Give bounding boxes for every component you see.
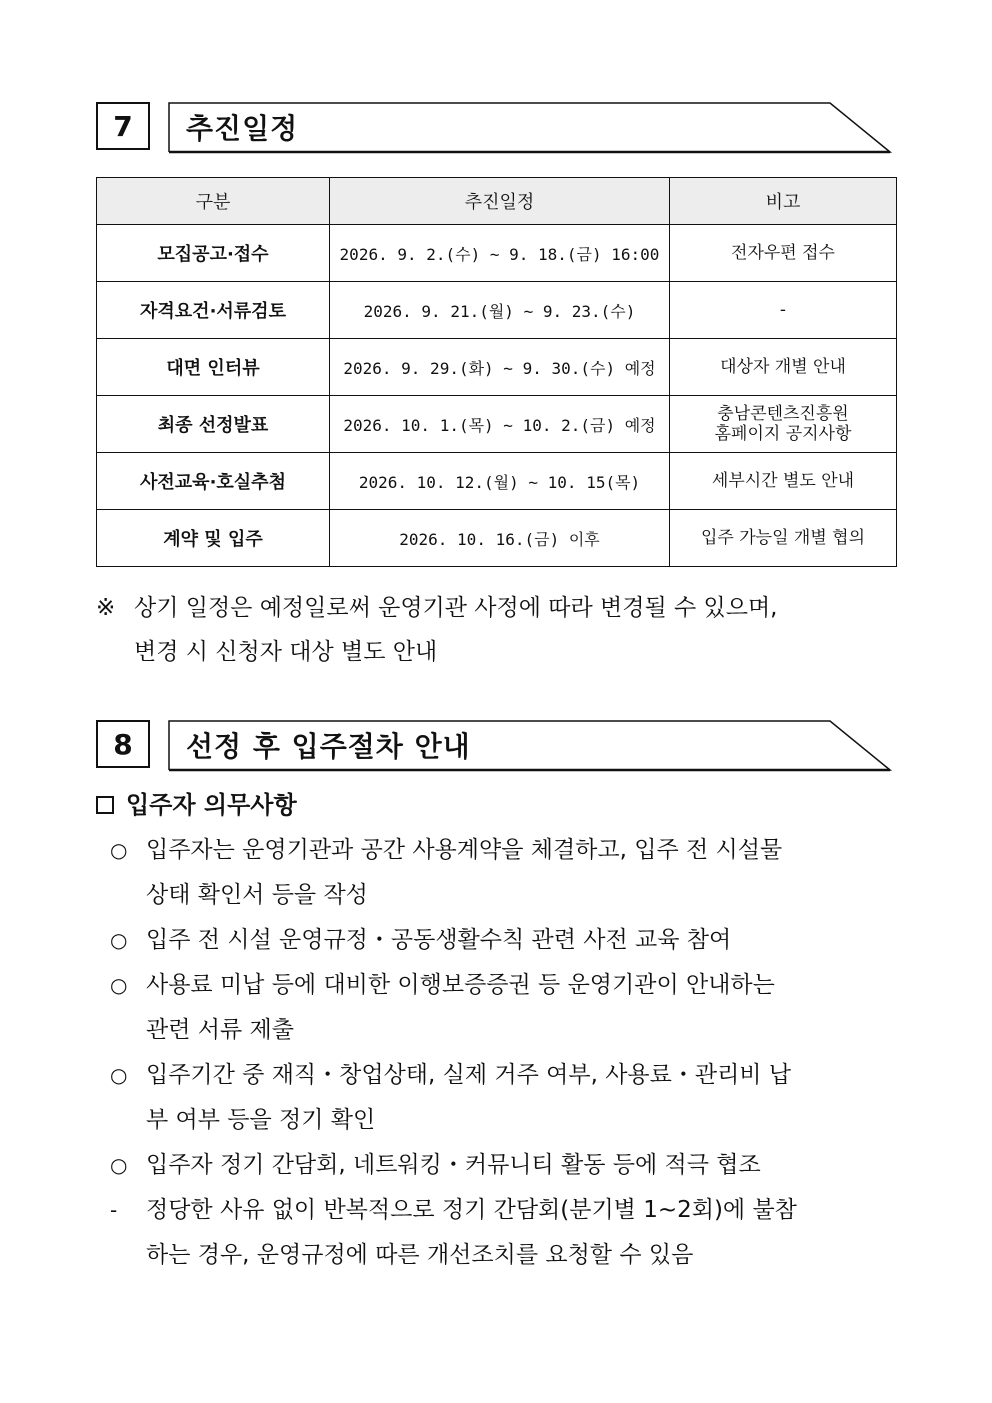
column-header: 구분 <box>97 178 330 225</box>
reference-mark-icon: ※ <box>96 595 116 621</box>
checkbox-square-icon <box>96 796 114 814</box>
date-cell: 2026. 10. 16.(금) 이후 <box>330 510 670 567</box>
section-number: 7 <box>96 102 150 150</box>
duties-heading-text: 입주자 의무사항 <box>126 791 297 819</box>
section-title: 추진일정 <box>186 112 299 145</box>
column-header: 비고 <box>670 178 897 225</box>
note-text: 홈페이지 공지사항 <box>714 424 852 444</box>
item-text: 입주기간 중 재직・창업상태, 실제 거주 여부, 사용료・관리비 납 <box>146 1062 792 1088</box>
list-item <box>110 1053 900 1143</box>
table-row <box>97 225 897 282</box>
duties-list <box>110 828 900 1278</box>
note-text: - <box>779 300 787 320</box>
category-cell: 대면 인터뷰 <box>97 339 330 396</box>
section-7-header <box>96 102 896 154</box>
table-row <box>97 453 897 510</box>
note-text: 대상자 개별 안내 <box>720 357 846 377</box>
date-cell: 2026. 9. 21.(월) ~ 9. 23.(수) <box>330 282 670 339</box>
section-8-header <box>96 720 896 772</box>
circle-bullet-icon: ○ <box>110 1063 128 1087</box>
table-row <box>97 282 897 339</box>
notice-text: 상기 일정은 예정일로써 운영기관 사정에 따라 변경될 수 있으며, <box>134 595 778 621</box>
circle-bullet-icon: ○ <box>110 838 128 862</box>
category-cell: 계약 및 입주 <box>97 510 330 567</box>
section-title-box <box>168 720 892 770</box>
schedule-table <box>96 177 897 567</box>
table-row <box>97 396 897 453</box>
note-text: 입주 가능일 개별 협의 <box>700 528 865 548</box>
item-text-continued: 하는 경우, 운영규정에 따른 개선조치를 요청할 수 있음 <box>146 1242 694 1268</box>
item-text-continued: 상태 확인서 등을 작성 <box>146 882 368 908</box>
duties-heading <box>96 785 297 820</box>
date-cell: 2026. 10. 12.(월) ~ 10. 15(목) <box>330 453 670 510</box>
section-title: 선정 후 입주절차 안내 <box>186 730 471 763</box>
item-text: 정당한 사유 없이 반복적으로 정기 간담회(분기별 1~2회)에 불참 <box>146 1197 797 1223</box>
list-item <box>110 828 900 918</box>
schedule-notice <box>96 586 896 674</box>
note-cell <box>670 225 897 282</box>
section-title-box <box>168 102 892 152</box>
list-item <box>110 1143 900 1188</box>
table-row <box>97 339 897 396</box>
date-cell: 2026. 10. 1.(목) ~ 10. 2.(금) 예정 <box>330 396 670 453</box>
note-text: 전자우편 접수 <box>731 243 835 263</box>
notice-line-1 <box>96 586 896 630</box>
note-cell <box>670 453 897 510</box>
date-cell: 2026. 9. 2.(수) ~ 9. 18.(금) 16:00 <box>330 225 670 282</box>
circle-bullet-icon: ○ <box>110 1153 128 1177</box>
note-text: 충남콘텐츠진흥원 <box>717 404 849 424</box>
table-header-row <box>97 178 897 225</box>
circle-bullet-icon: ○ <box>110 973 128 997</box>
note-cell <box>670 282 897 339</box>
category-cell: 자격요건·서류검토 <box>97 282 330 339</box>
notice-line-2: 변경 시 신청자 대상 별도 안내 <box>134 639 438 665</box>
item-text: 입주자 정기 간담회, 네트워킹・커뮤니티 활동 등에 적극 협조 <box>146 1152 761 1178</box>
category-cell: 최종 선정발표 <box>97 396 330 453</box>
list-item <box>110 1188 900 1278</box>
item-text: 입주자는 운영기관과 공간 사용계약을 체결하고, 입주 전 시설물 <box>146 837 783 863</box>
list-item <box>110 918 900 963</box>
dash-bullet-icon: - <box>110 1198 118 1222</box>
note-cell <box>670 396 897 453</box>
list-item <box>110 963 900 1053</box>
table-row <box>97 510 897 567</box>
note-cell <box>670 510 897 567</box>
note-text: 세부시간 별도 안내 <box>711 471 855 491</box>
category-cell: 사전교육·호실추첨 <box>97 453 330 510</box>
date-cell: 2026. 9. 29.(화) ~ 9. 30.(수) 예정 <box>330 339 670 396</box>
circle-bullet-icon: ○ <box>110 928 128 952</box>
column-header: 추진일정 <box>330 178 670 225</box>
item-text-continued: 부 여부 등을 정기 확인 <box>146 1107 376 1133</box>
note-cell <box>670 339 897 396</box>
section-number: 8 <box>96 720 150 768</box>
item-text: 사용료 미납 등에 대비한 이행보증증권 등 운영기관이 안내하는 <box>146 972 775 998</box>
item-text: 입주 전 시설 운영규정・공동생활수칙 관련 사전 교육 참여 <box>146 927 732 953</box>
item-text-continued: 관련 서류 제출 <box>146 1017 294 1043</box>
category-cell: 모집공고·접수 <box>97 225 330 282</box>
